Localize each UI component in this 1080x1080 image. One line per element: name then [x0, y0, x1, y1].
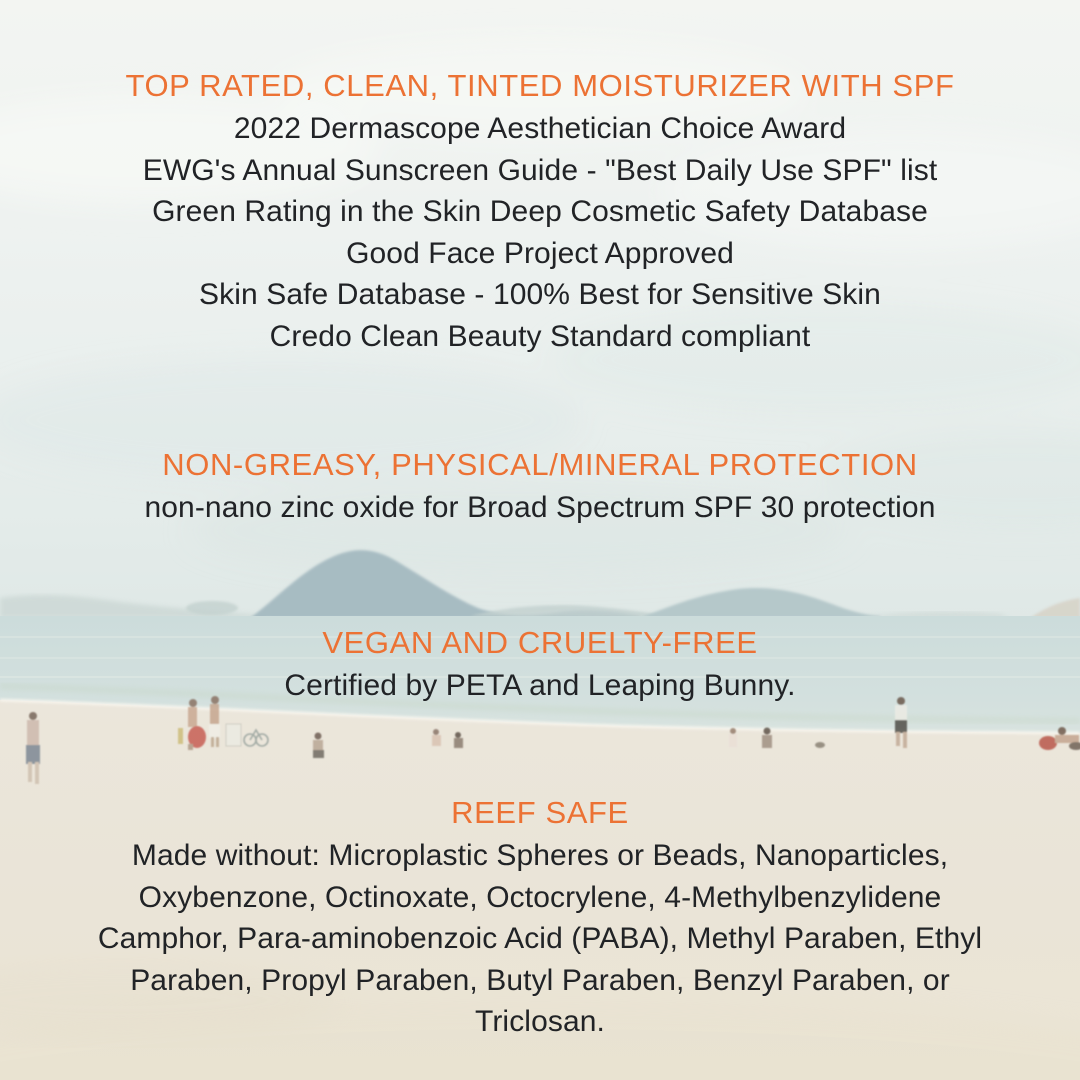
section-heading: VEGAN AND CRUELTY-FREE [322, 625, 758, 660]
section-heading: NON-GREASY, PHYSICAL/MINERAL PROTECTION [162, 447, 918, 482]
text-line: Certified by PETA and Leaping Bunny. [284, 669, 796, 702]
section-reef-safe [0, 791, 1080, 1043]
text-line: Made without: Microplastic Spheres or Beads, Nanoparticles, [131, 839, 949, 872]
text-line: Oxybenzone, Octinoxate, Octocrylene, 4-Methylbenzylidene [138, 880, 942, 914]
text-line: Credo Clean Beauty Standard compliant [269, 319, 811, 353]
text-line: Camphor, Para-aminobenzoic Acid (PABA), Methyl Paraben, Ethyl [97, 922, 983, 955]
text-line: Green Rating in the Skin Deep Cosmetic Safety Database [152, 195, 928, 228]
section-vegan [0, 621, 1080, 707]
section-heading: REEF SAFE [451, 795, 629, 830]
text-line: EWG's Annual Sunscreen Guide - "Best Daily Use SPF" list [142, 153, 938, 187]
text-line: non-nano zinc oxide for Broad Spectrum SPF 30 protection [144, 491, 936, 524]
text-line: Good Face Project Approved [346, 236, 734, 270]
section-protection [0, 443, 1080, 529]
text-line: Paraben, Propyl Paraben, Butyl Paraben, Benzyl Paraben, or [130, 963, 950, 997]
text-line: Triclosan. [475, 1005, 605, 1038]
text-line: 2022 Dermascope Aesthetician Choice Award [233, 112, 847, 145]
text-line: Skin Safe Database - 100% Best for Sensitive Skin [199, 278, 881, 311]
section-heading: TOP RATED, CLEAN, TINTED MOISTURIZER WITH SPF [125, 68, 955, 103]
section-top-rated [0, 64, 1080, 357]
